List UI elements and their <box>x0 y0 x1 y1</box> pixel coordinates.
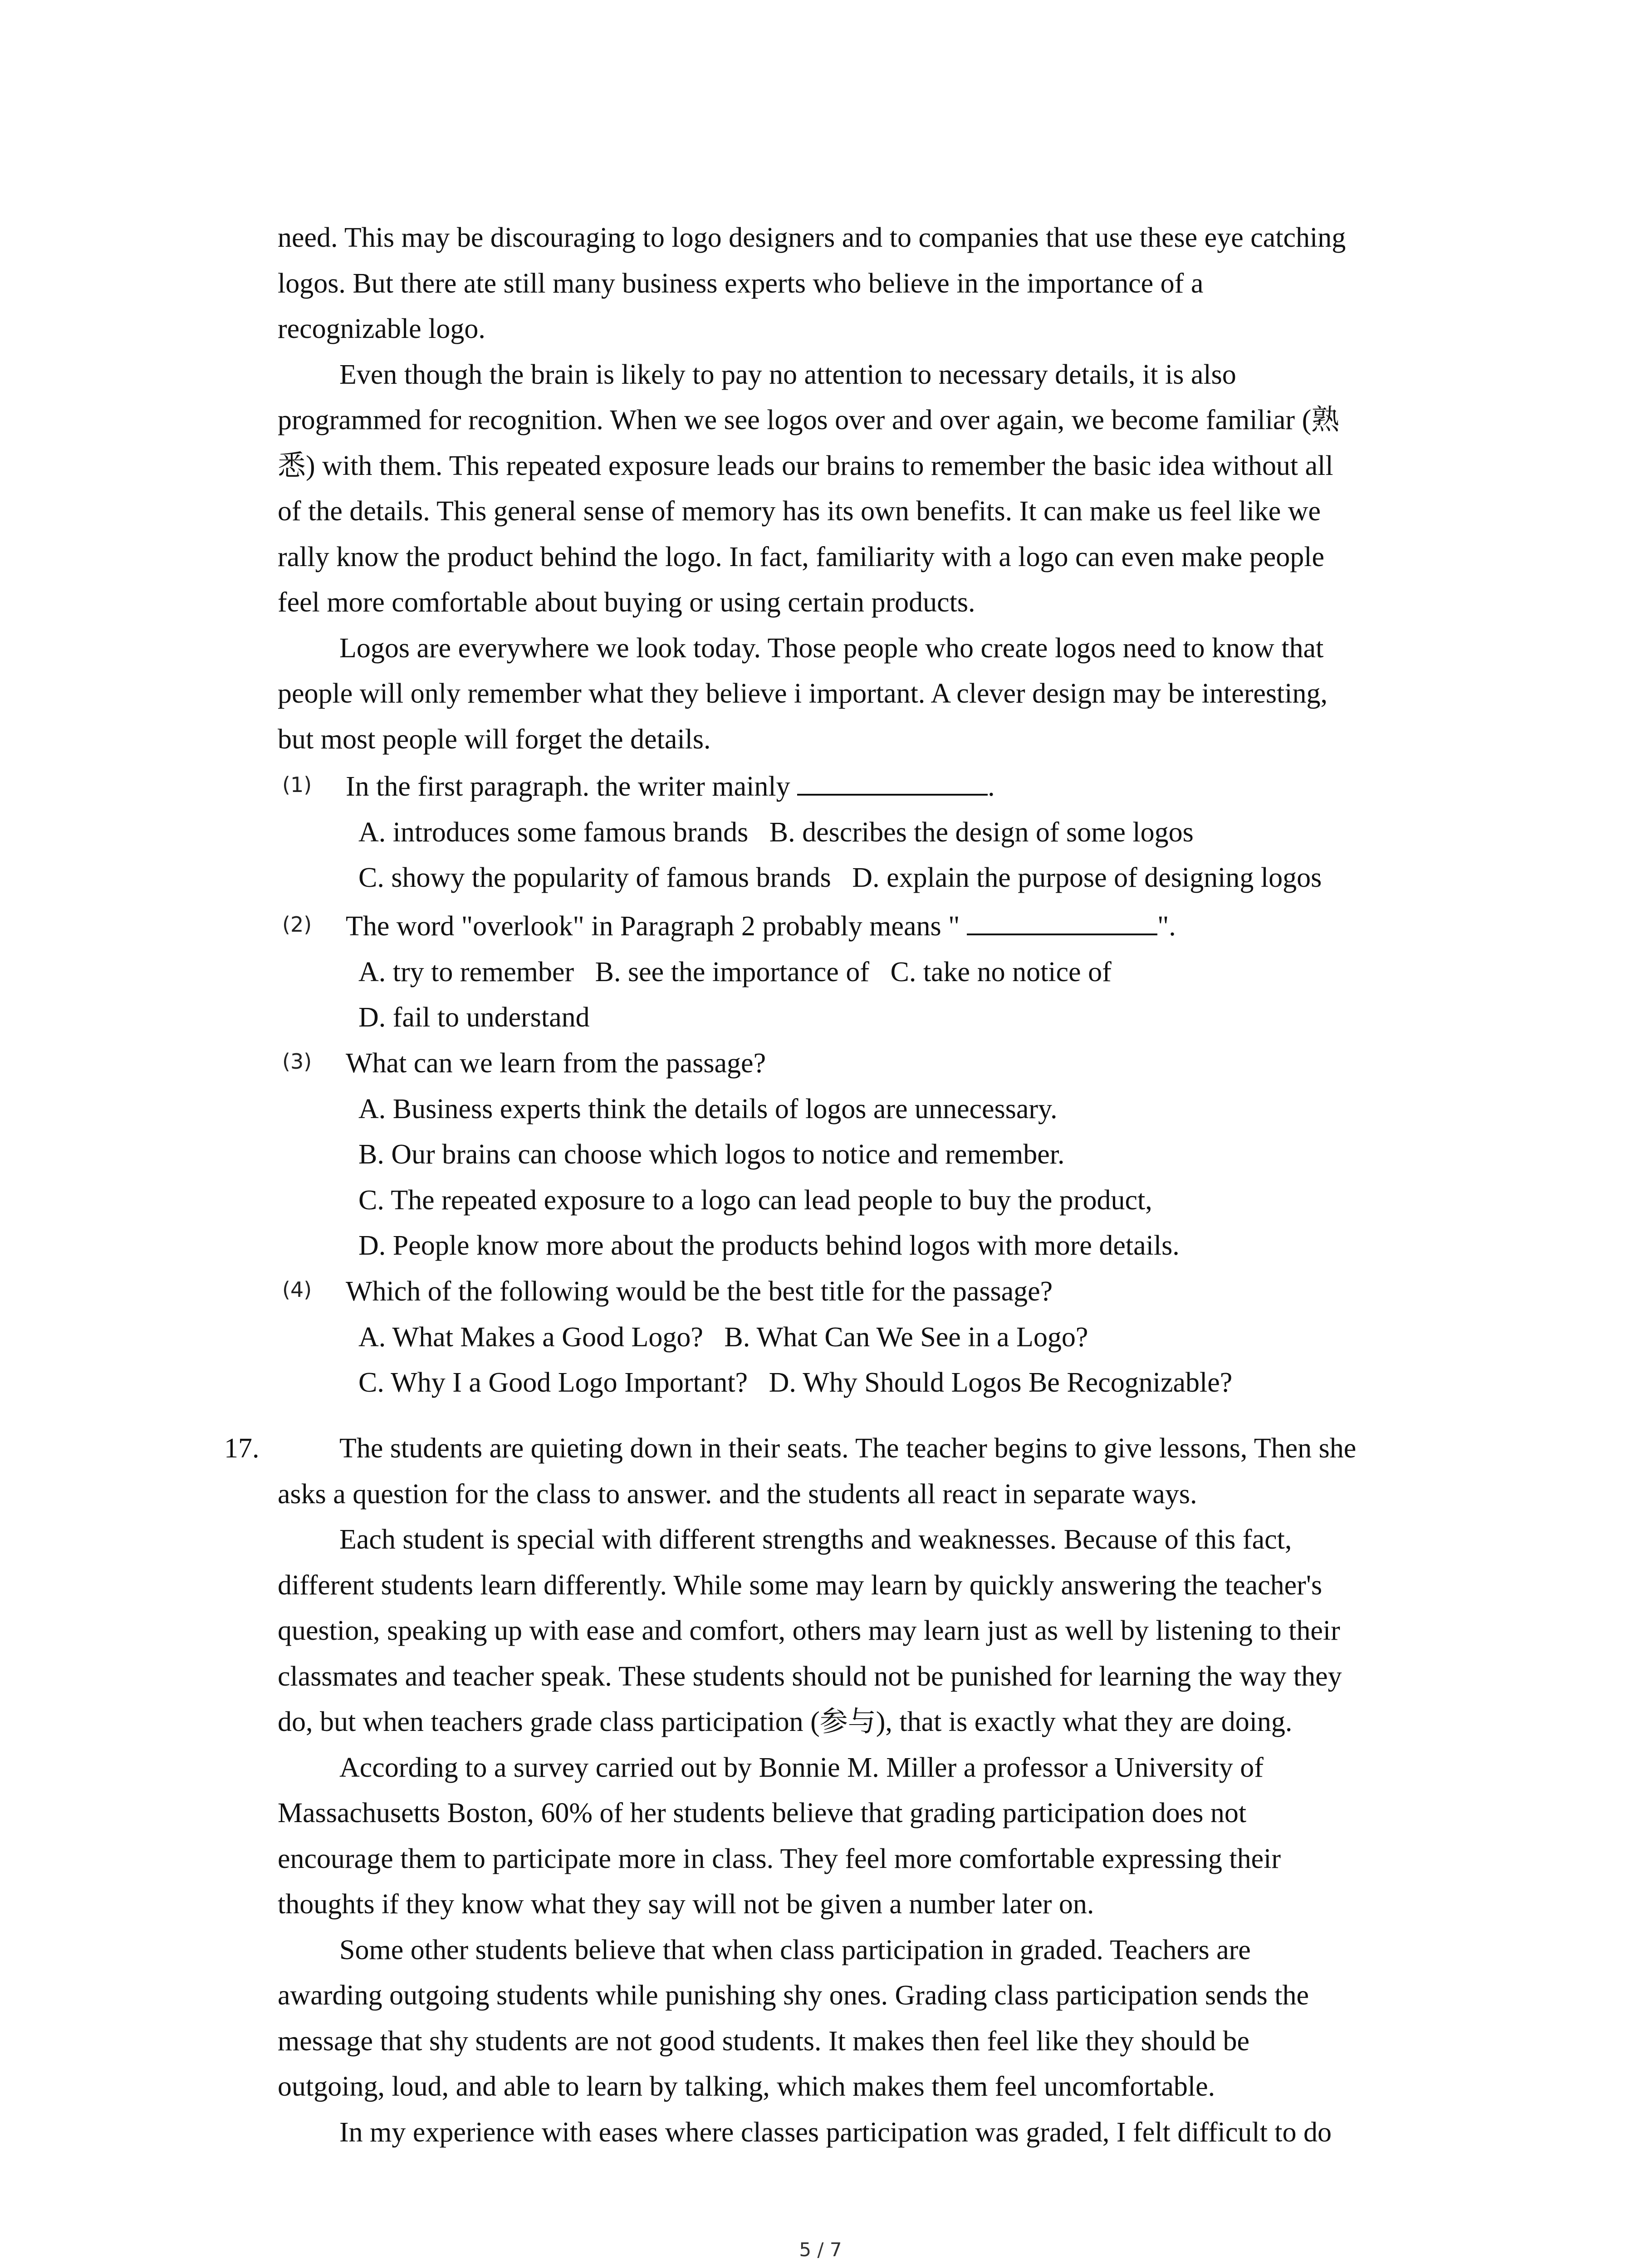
passage-line: logos. But there ate still many business experts who believe in the importance of a <box>278 268 1204 299</box>
passage-line: feel more comfortable about buying or using certain products. <box>278 587 975 618</box>
passage-line: According to a survey carried out by Bonnie M. Miller a professor a University of <box>339 1752 1264 1783</box>
question-stem: What can we learn from the passage? <box>346 1048 766 1079</box>
passage-line: need. This may be discouraging to logo designers and to companies that use these eye catching <box>278 222 1346 253</box>
passage-line: message that shy students are not good students. It makes then feel like they should be <box>278 2026 1249 2057</box>
passage-line: do, but when teachers grade class participation (参与), that is exactly what they are doing. <box>278 1706 1293 1737</box>
passage-line: Even though the brain is likely to pay no attention to necessary details, it is also <box>339 359 1236 390</box>
question-number: (2) <box>282 912 312 937</box>
passage-line: In my experience with eases where classes participation was graded, I felt difficult to do <box>339 2117 1332 2148</box>
passage-line: The students are quieting down in their seats. The teacher begins to give lessons, Then she <box>339 1433 1357 1464</box>
passage-number: 17. <box>224 1433 260 1464</box>
passage-line: thoughts if they know what they say will not be given a number later on. <box>278 1889 1094 1920</box>
passage-line: Logos are everywhere we look today. Those people who create logos need to know that <box>339 633 1324 664</box>
passage-line: outgoing, loud, and able to learn by talking, which makes them feel uncomfortable. <box>278 2071 1215 2102</box>
question-number: (4) <box>282 1277 312 1302</box>
passage-line: people will only remember what they believe i important. A clever design may be interesting, <box>278 678 1328 709</box>
passage-line: but most people will forget the details. <box>278 724 711 755</box>
answer-blank[interactable] <box>967 908 1157 935</box>
passage-line: awarding outgoing students while punishing shy ones. Grading class participation sends the <box>278 1980 1309 2011</box>
passage-line: 悉) with them. This repeated exposure leads our brains to remember the basic idea without all <box>278 450 1333 481</box>
question-stem-end: . <box>988 771 995 802</box>
question-number: (3) <box>282 1049 312 1074</box>
question-stem-text: In the first paragraph. the writer mainly <box>346 771 798 802</box>
question-option[interactable]: A. introduces some famous brands B. describes the design of some logos <box>358 817 1194 848</box>
question-stem <box>346 768 995 805</box>
question-option[interactable]: B. Our brains can choose which logos to notice and remember. <box>358 1139 1065 1170</box>
question-stem <box>346 908 1176 944</box>
question-option[interactable]: A. Business experts think the details of logos are unnecessary. <box>358 1094 1058 1124</box>
passage-line: encourage them to participate more in class. They feel more comfortable expressing their <box>278 1843 1281 1874</box>
passage-line: Some other students believe that when class participation in graded. Teachers are <box>339 1935 1251 1965</box>
question-option[interactable]: A. try to remember B. see the importance of C. take no notice of <box>358 957 1112 987</box>
question-option[interactable]: A. What Makes a Good Logo? B. What Can We See in a Logo? <box>358 1322 1088 1353</box>
passage-line: of the details. This general sense of memory has its own benefits. It can make us feel like we <box>278 496 1321 527</box>
question-stem-text: The word "overlook" in Paragraph 2 probably means " <box>346 911 967 942</box>
passage-line: different students learn differently. While some may learn by quickly answering the teacher's <box>278 1570 1323 1601</box>
passage-line: classmates and teacher speak. These students should not be punished for learning the way they <box>278 1661 1342 1692</box>
passage-line: programmed for recognition. When we see logos over and over again, we become familiar (熟 <box>278 405 1340 435</box>
question-option[interactable]: C. The repeated exposure to a logo can lead people to buy the product, <box>358 1185 1152 1216</box>
passage-line: recognizable logo. <box>278 313 485 344</box>
question-stem-end: ". <box>1157 911 1176 942</box>
question-option[interactable]: C. Why I a Good Logo Important? D. Why Should Logos Be Recognizable? <box>358 1367 1233 1398</box>
passage-line: rally know the product behind the logo. In fact, familiarity with a logo can even make people <box>278 542 1325 572</box>
question-option[interactable]: C. showy the popularity of famous brands D. explain the purpose of designing logos <box>358 862 1322 893</box>
passage-line: question, speaking up with ease and comfort, others may learn just as well by listening to their <box>278 1615 1340 1646</box>
passage-line: Massachusetts Boston, 60% of her students believe that grading participation does not <box>278 1798 1247 1828</box>
page-number: 5 / 7 <box>799 2239 842 2261</box>
passage-line: asks a question for the class to answer. and the students all react in separate ways. <box>278 1479 1197 1510</box>
question-number: (1) <box>282 772 312 797</box>
question-stem: Which of the following would be the best title for the passage? <box>346 1276 1053 1307</box>
answer-blank[interactable] <box>797 768 988 796</box>
question-option[interactable]: D. fail to understand <box>358 1002 590 1033</box>
question-option[interactable]: D. People know more about the products behind logos with more details. <box>358 1230 1180 1261</box>
passage-line: Each student is special with different strengths and weaknesses. Because of this fact, <box>339 1524 1292 1555</box>
